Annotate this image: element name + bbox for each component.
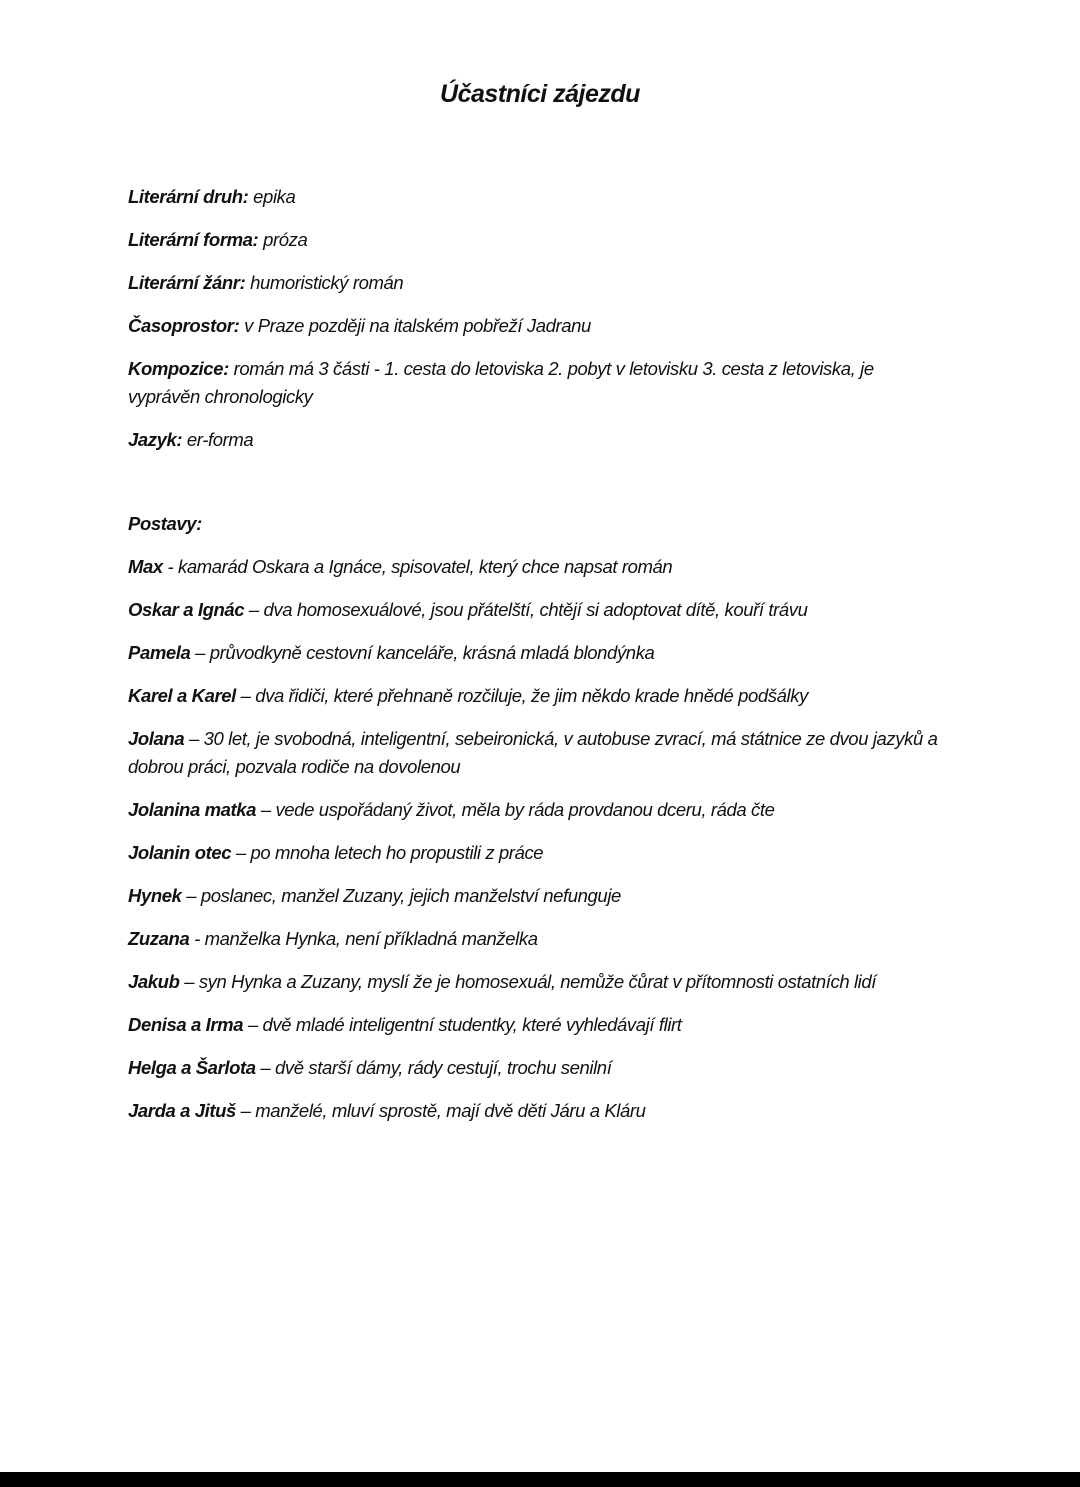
character-name: Helga a Šarlota [128, 1057, 256, 1078]
character-description: – dvě starší dámy, rády cestují, trochu senilní [255, 1057, 612, 1078]
info-composition [128, 355, 948, 411]
info-time-space [128, 312, 948, 340]
character-entry [128, 639, 948, 667]
character-description: – manželé, mluví sprostě, mají dvě děti Járu a Kláru [235, 1100, 646, 1121]
character-name: Hynek [128, 885, 182, 906]
info-literary-form [128, 226, 948, 254]
info-language [128, 426, 948, 454]
work-info-section [128, 183, 948, 469]
info-value: epika [248, 186, 296, 207]
bottom-edge-bar [0, 1472, 1080, 1487]
info-label: Literární forma: [128, 229, 259, 250]
character-name: Oskar a Ignác [128, 599, 245, 620]
character-description: – poslanec, manžel Zuzany, jejich manželství nefunguje [181, 885, 621, 906]
info-value: er-forma [182, 429, 254, 450]
character-description: – po mnoha letech ho propustili z práce [231, 842, 544, 863]
info-value: v Praze později na italském pobřeží Jadranu [239, 315, 591, 336]
info-value: próza [258, 229, 308, 250]
character-description: – dvě mladé inteligentní studentky, které vyhledávají flirt [243, 1014, 682, 1035]
character-description: – dva řidiči, které přehnaně rozčiluje, že jim někdo krade hnědé podšálky [235, 685, 808, 706]
info-label: Jazyk: [128, 429, 183, 450]
character-description: – 30 let, je svobodná, inteligentní, sebeironická, v autobuse zvrací, má státnice ze dvou jazyků a dobrou práci, pozvala rodiče na dovolenou [128, 728, 938, 777]
info-literary-kind [128, 183, 948, 211]
info-value: román má 3 části - 1. cesta do letoviska 2. pobyt v letovisku 3. cesta z letoviska, je vyprávěn chronologicky [128, 358, 874, 407]
character-name: Jolanin otec [128, 842, 232, 863]
character-name: Denisa a Irma [128, 1014, 244, 1035]
character-entry [128, 882, 948, 910]
info-label: Literární žánr: [128, 272, 246, 293]
character-entry [128, 725, 948, 781]
character-entry [128, 968, 948, 996]
character-name: Jarda a Jituš [128, 1100, 236, 1121]
character-entry [128, 682, 948, 710]
character-description: – syn Hynka a Zuzany, myslí že je homosexuál, nemůže čůrat v přítomnosti ostatních lidí [179, 971, 877, 992]
character-name: Pamela [128, 642, 191, 663]
character-description: – průvodkyně cestovní kanceláře, krásná mladá blondýnka [190, 642, 655, 663]
character-entry [128, 1097, 948, 1125]
character-entry [128, 1011, 948, 1039]
character-name: Karel a Karel [128, 685, 236, 706]
character-name: Zuzana [128, 928, 190, 949]
info-label: Literární druh: [128, 186, 249, 207]
character-entry [128, 796, 948, 824]
character-description: – dva homosexuálové, jsou přátelští, chtějí si adoptovat dítě, kouří trávu [244, 599, 808, 620]
info-literary-genre [128, 269, 948, 297]
info-label: Časoprostor: [128, 315, 240, 336]
characters-section [128, 510, 948, 1140]
character-entry [128, 1054, 948, 1082]
character-description: – vede uspořádaný život, měla by ráda provdanou dceru, ráda čte [256, 799, 775, 820]
info-label: Kompozice: [128, 358, 229, 379]
character-entry [128, 553, 948, 581]
character-entry [128, 596, 948, 624]
character-name: Jakub [128, 971, 180, 992]
character-description: - manželka Hynka, není příkladná manželka [189, 928, 538, 949]
info-value: humoristický román [245, 272, 404, 293]
character-name: Max [128, 556, 163, 577]
character-entry [128, 925, 948, 953]
document-title: Účastníci zájezdu [440, 80, 640, 108]
character-entry [128, 839, 948, 867]
character-name: Jolanina matka [128, 799, 257, 820]
character-description: - kamarád Oskara a Ignáce, spisovatel, který chce napsat román [162, 556, 673, 577]
characters-heading: Postavy: [128, 513, 202, 534]
character-name: Jolana [128, 728, 185, 749]
